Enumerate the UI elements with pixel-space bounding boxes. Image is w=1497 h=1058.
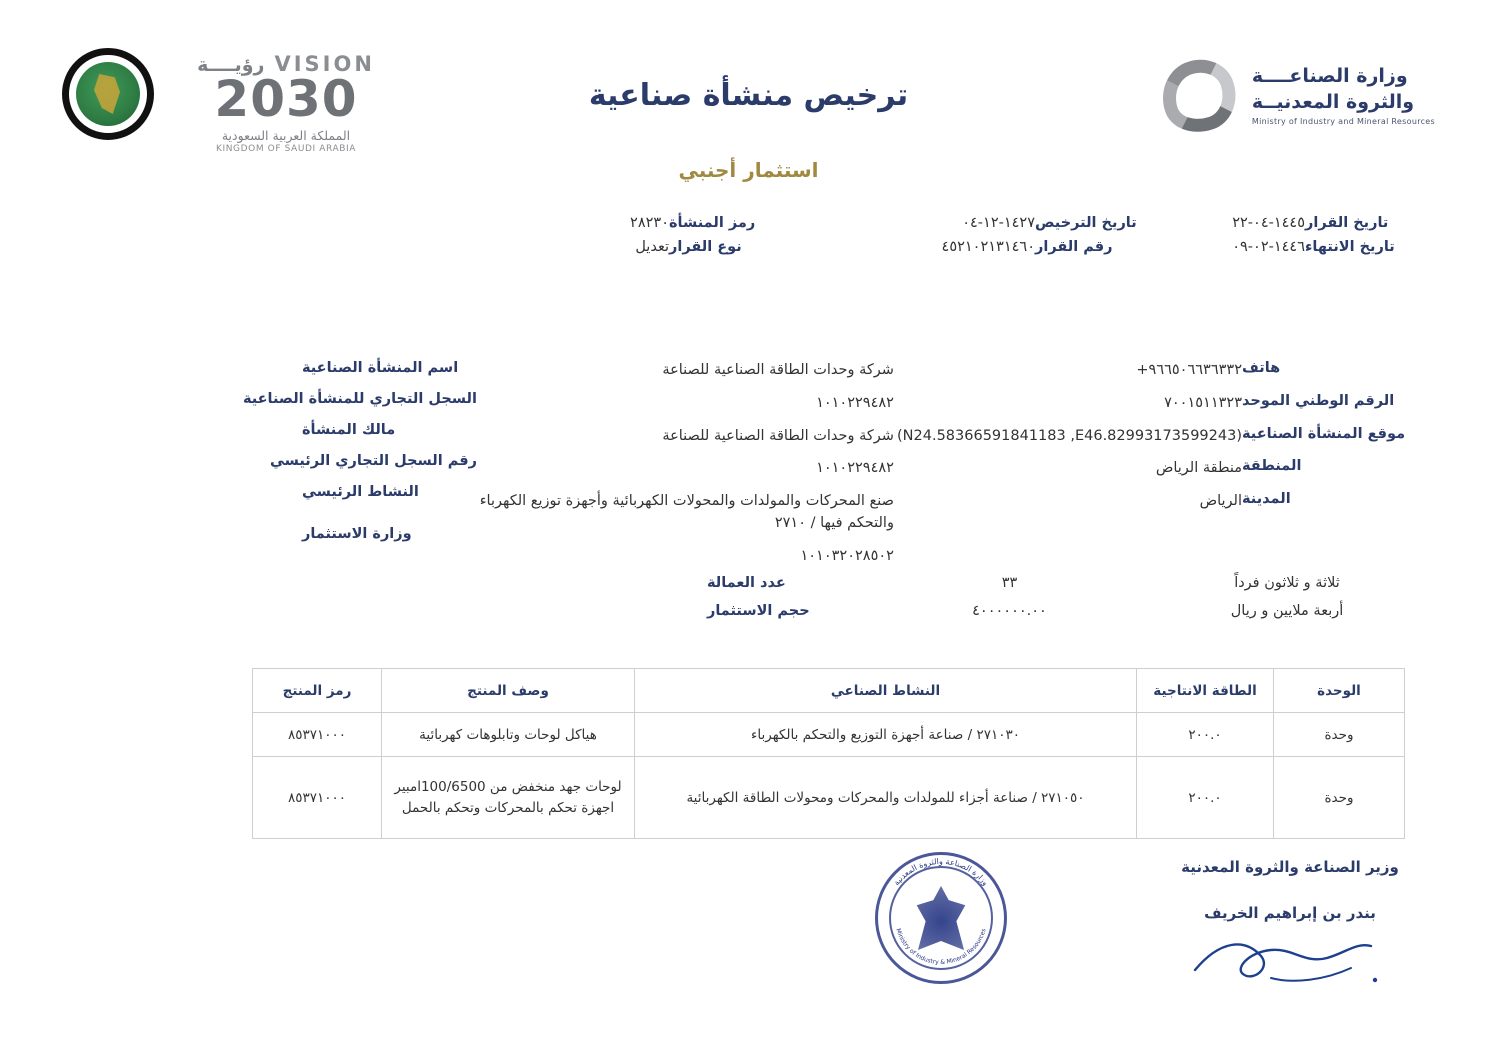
- vision-word-en: VISION: [274, 52, 375, 76]
- meta-facility-code: [444, 215, 805, 231]
- products-table-body: [253, 713, 1405, 839]
- ministry-line-2: والثروة المعدنيــة: [1251, 90, 1415, 113]
- info-location-label: موقع المنشأة الصناعية: [1242, 425, 1406, 442]
- meta-decision-type-label: نوع القرار: [669, 239, 742, 255]
- cell-industrial-activity: ٢٧١٠٥٠ / صناعة أجزاء للمولدات والمحركات ومحولات الطاقة الكهربائية: [635, 757, 1137, 839]
- meta-license-date-label: تاريخ الترخيص: [1035, 215, 1137, 231]
- page-title: ترخيص منشأة صناعية: [588, 78, 909, 113]
- cell-product-code: ٨٥٣٧١٠٠٠: [253, 713, 382, 757]
- info-unified-number-label: الرقم الوطني الموحد: [1242, 392, 1395, 409]
- info-phone-value: +٩٦٦٥٠٦٦٣٦٣٣٢: [1136, 362, 1242, 378]
- meta-row-1: [60, 215, 1437, 231]
- meta-decision-number: [805, 239, 1185, 255]
- page-subtitle: استثمار أجنبي: [678, 158, 819, 182]
- employees-number: ٣٣: [1001, 575, 1018, 591]
- info-main-activity-value: صنع المحركات والمولدات والمحولات الكهربائية وأجهزة توزيع الكهرباء والتحكم فيها / ٢٧١٠: [479, 493, 894, 531]
- cell-unit: وحدة: [1274, 713, 1405, 757]
- info-city-label: المدينة: [1242, 491, 1291, 507]
- info-investment-ministry-value-row: [477, 546, 894, 568]
- info-main-register-value: ١٠١٠٢٢٩٤٨٢: [816, 460, 894, 477]
- investment-row: [60, 603, 1437, 619]
- table-header-row: [253, 669, 1405, 713]
- info-owner: [60, 422, 477, 442]
- totals-block: [60, 575, 1437, 631]
- info-unified-number-value: ٧٠٠١٥١١٣٢٣: [1164, 394, 1242, 411]
- meta-facility-code-value: ٢٨٢٣٠: [630, 215, 669, 231]
- info-investment-ministry: [60, 526, 477, 546]
- info-main-register-value-row: [477, 458, 894, 480]
- info-main-activity-value-row: [477, 491, 894, 535]
- info-facility-name-value: شركة وحدات الطاقة الصناعية للصناعة: [662, 362, 894, 378]
- table-row: [253, 713, 1405, 757]
- vision-number: 2030: [214, 70, 358, 128]
- meta-expiry-date: [1185, 239, 1437, 255]
- info-region-label: المنطقة: [1242, 458, 1302, 475]
- investment-label: حجم الاستثمار: [707, 603, 810, 619]
- info-phone-label: هاتف: [1242, 360, 1281, 376]
- products-table-head: [253, 669, 1405, 713]
- info-city: [894, 491, 1437, 513]
- signature-title: وزير الصناعة والثروة المعدنية: [1181, 858, 1399, 876]
- employees-words: ثلاثة و ثلاثون فرداً: [1234, 575, 1340, 591]
- signature-block: [1175, 858, 1405, 994]
- table-row: [253, 757, 1405, 839]
- meta-expiry-date-label: تاريخ الانتهاء: [1305, 239, 1395, 255]
- cell-capacity: ٢٠٠.٠: [1137, 713, 1274, 757]
- stamp-text-svg: [875, 852, 1007, 984]
- svg-text:وزارة الصناعة والثروة المعدنية: [892, 857, 990, 887]
- investment-number: ٤٠٠٠٠٠٠.٠٠: [972, 603, 1047, 619]
- vision-kingdom-ar: المملكة العربية السعودية: [221, 127, 351, 143]
- info-main-activity-label: النشاط الرئيسي: [301, 484, 419, 500]
- info-main-activity: [60, 484, 477, 504]
- cell-capacity: ٢٠٠.٠: [1137, 757, 1274, 839]
- info-commercial-register: [60, 391, 477, 411]
- facility-info: [60, 360, 1437, 578]
- info-commercial-register-label: السجل التجاري للمنشأة الصناعية: [242, 391, 477, 407]
- info-column-labels: [60, 360, 477, 557]
- vision-kingdom-en: KINGDOM OF SAUDI ARABIA: [215, 143, 357, 154]
- vision-word-ar: رؤيــــة: [197, 54, 265, 76]
- ministry-text: [1252, 64, 1435, 128]
- cell-industrial-activity: ٢٧١٠٣٠ / صناعة أجهزة التوزيع والتحكم بالكهرباء: [635, 713, 1137, 757]
- meta-facility-code-label: رمز المنشأة: [669, 215, 756, 231]
- official-stamp: [875, 852, 1007, 984]
- meta-license-date: [805, 215, 1185, 231]
- info-phone: [894, 360, 1437, 382]
- info-facility-name: [60, 360, 477, 380]
- th-unit: الوحدة: [1274, 669, 1405, 713]
- info-unified-number: [894, 393, 1437, 415]
- info-commercial-register-value-row: [477, 393, 894, 415]
- info-region-value: منطقة الرياض: [1155, 460, 1242, 477]
- info-facility-name-label: اسم المنشأة الصناعية: [301, 360, 459, 376]
- info-main-register: [60, 453, 477, 473]
- products-table: [252, 668, 1405, 839]
- ministry-logo: [1160, 58, 1435, 134]
- info-column-values: [477, 360, 894, 578]
- meta-decision-date-label: تاريخ القرار: [1305, 215, 1389, 231]
- th-product-code: رمز المنتج: [253, 669, 382, 713]
- investment-words: أربعة ملايين و ريال: [1230, 603, 1344, 619]
- license-meta: [60, 215, 1437, 285]
- stamp-arc-ar: وزارة الصناعة والثروة المعدنية: [891, 856, 991, 888]
- meta-expiry-date-value: ١٤٤٦-٠٢-٠٩: [1232, 239, 1305, 255]
- meta-decision-number-value: ٤٥٢١٠٢١٣١٤٦٠: [941, 239, 1035, 255]
- cell-product-code: ٨٥٣٧١٠٠٠: [253, 757, 382, 839]
- cell-product-desc: هياكل لوحات وتابلوهات كهربائية: [382, 713, 635, 757]
- signature-scribble: [1175, 930, 1405, 994]
- info-commercial-register-value: ١٠١٠٢٢٩٤٨٢: [816, 394, 894, 411]
- info-owner-value: شركة وحدات الطاقة الصناعية للصناعة: [662, 427, 894, 444]
- meta-decision-number-label: رقم القرار: [1035, 239, 1113, 255]
- info-facility-name-value-row: [477, 360, 894, 382]
- meta-decision-date: [1185, 215, 1437, 231]
- info-investment-ministry-label: وزارة الاستثمار: [301, 526, 412, 542]
- cell-product-desc: لوحات جهد منخفض من 100/6500امبير اجهزة تحكم بالمحركات وتحكم بالحمل: [382, 757, 635, 839]
- ministry-swirl-icon: [1160, 58, 1238, 134]
- cell-unit: وحدة: [1274, 757, 1405, 839]
- ministry-line-1: وزارة الصناعــــة: [1251, 64, 1408, 87]
- document-header: [0, 0, 1497, 180]
- info-main-register-label: رقم السجل التجاري الرئيسي: [269, 453, 477, 469]
- th-capacity: الطاقة الانتاجية: [1137, 669, 1274, 713]
- meta-decision-type: [444, 239, 805, 255]
- ministry-line-en: Ministry of Industry and Mineral Resources: [1251, 117, 1435, 127]
- info-location-value: (N24.58366591841183 ,E46.82993173599243): [897, 427, 1242, 444]
- employees-label: عدد العمالة: [707, 575, 786, 591]
- info-city-value: الرياض: [1199, 493, 1242, 509]
- info-location: [894, 426, 1437, 448]
- info-column-contact: [894, 360, 1437, 524]
- signature-name: بندر بن إبراهيم الخريف: [1204, 904, 1376, 922]
- employees-row: [60, 575, 1437, 591]
- svg-text:Ministry of Industry & Mineral: [894, 928, 987, 966]
- info-region: [894, 458, 1437, 480]
- th-industrial-activity: النشاط الصناعي: [635, 669, 1137, 713]
- info-investment-ministry-value: ١٠١٠٣٢٠٢٨٥٠٢: [800, 547, 894, 564]
- meta-decision-type-value: تعديل: [635, 239, 669, 255]
- signature-svg: [1175, 930, 1405, 994]
- meta-row-2: [60, 239, 1437, 255]
- meta-decision-date-value: ١٤٤٥-٠٤-٢٢: [1232, 215, 1305, 231]
- info-owner-label: مالك المنشأة: [301, 422, 396, 438]
- meta-license-date-value: ١٤٢٧-١٢-٠٤: [962, 215, 1035, 231]
- stamp-arc-en: Ministry of Industry & Mineral Resources: [894, 927, 988, 967]
- th-product-desc: وصف المنتج: [382, 669, 635, 713]
- info-owner-value-row: [477, 426, 894, 448]
